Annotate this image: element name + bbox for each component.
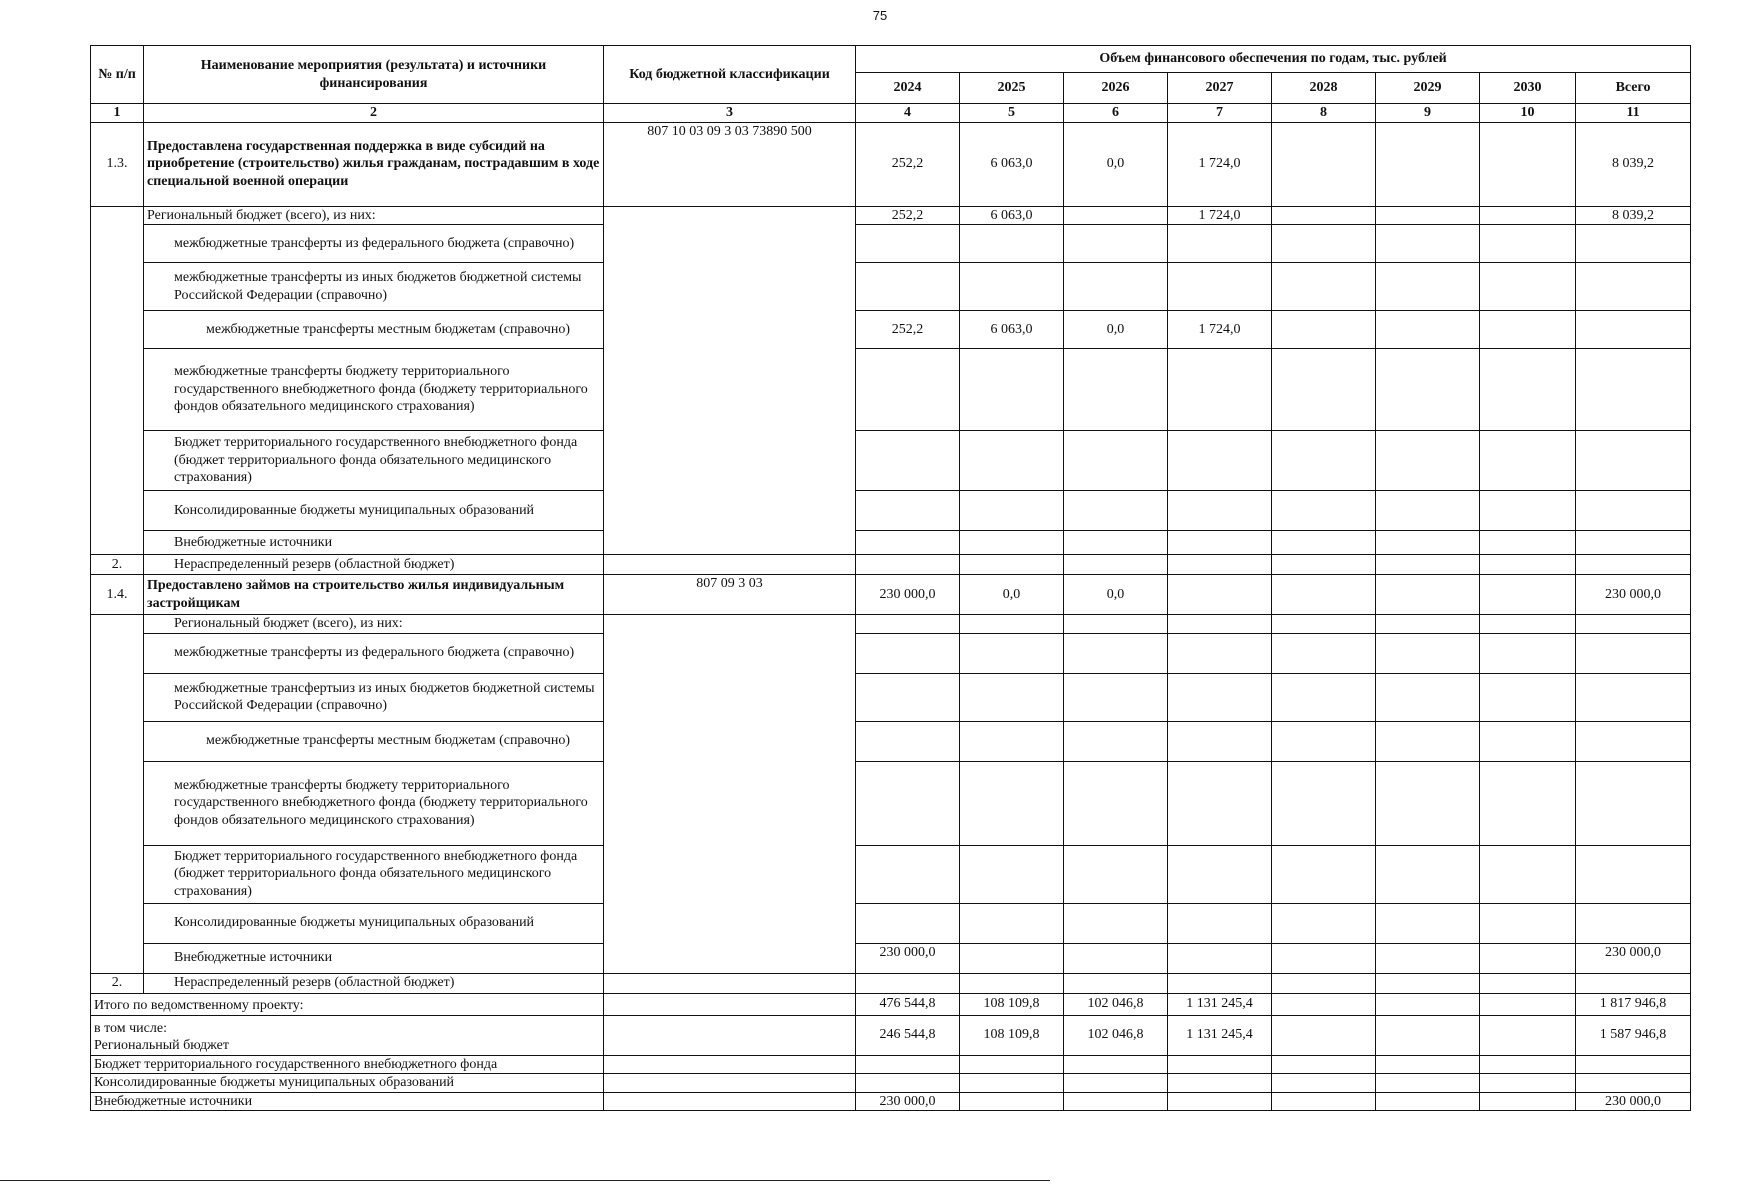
value-cell xyxy=(856,1055,960,1074)
funding-source: межбюджетные трансфертыиз из иных бюджетов бюджетной системы Российской Федерации (справочно) xyxy=(144,673,604,721)
table-row xyxy=(91,491,1691,531)
table-row xyxy=(91,845,1691,903)
value-cell xyxy=(1480,903,1576,943)
value-cell xyxy=(960,225,1064,263)
value-cell xyxy=(1064,263,1168,311)
value-cell xyxy=(1272,206,1376,225)
header-code: Код бюджетной классификации xyxy=(604,46,856,104)
table-row xyxy=(91,973,1691,993)
value-cell xyxy=(960,491,1064,531)
value-cell xyxy=(960,1074,1064,1093)
funding-source: Бюджет территориального государственного внебюджетного фонда (бюджет территориального фонда обязательного медицинского страхования) xyxy=(144,845,604,903)
value-cell xyxy=(1576,225,1691,263)
value-cell xyxy=(1064,615,1168,634)
column-number: 8 xyxy=(1272,104,1376,123)
header-year: 2028 xyxy=(1272,73,1376,104)
value-cell xyxy=(1376,761,1480,845)
value-cell xyxy=(960,431,1064,491)
value-cell: 108 109,8 xyxy=(960,1015,1064,1055)
header-year: 2030 xyxy=(1480,73,1576,104)
value-cell xyxy=(1376,1055,1480,1074)
value-cell xyxy=(1376,122,1480,206)
value-cell xyxy=(1168,973,1272,993)
value-cell xyxy=(1168,721,1272,761)
value-cell xyxy=(1168,943,1272,973)
value-cell xyxy=(1576,633,1691,673)
value-cell: 252,2 xyxy=(856,311,960,349)
value-cell xyxy=(856,633,960,673)
value-cell xyxy=(1168,225,1272,263)
value-cell xyxy=(1376,973,1480,993)
value-cell xyxy=(960,903,1064,943)
value-cell xyxy=(1576,1074,1691,1093)
value-cell xyxy=(1376,349,1480,431)
bottom-rule xyxy=(0,1180,1050,1181)
funding-source: Бюджет территориального государственного внебюджетного фонда (бюджет территориального фонда обязательного медицинского страхования) xyxy=(144,431,604,491)
funding-source: Нераспределенный резерв (областной бюджет) xyxy=(144,973,604,993)
value-cell xyxy=(1272,225,1376,263)
budget-code xyxy=(604,1092,856,1111)
value-cell xyxy=(960,1055,1064,1074)
value-cell xyxy=(856,903,960,943)
value-cell: 246 544,8 xyxy=(856,1015,960,1055)
value-cell: 230 000,0 xyxy=(856,1092,960,1111)
value-cell xyxy=(1272,633,1376,673)
value-cell xyxy=(1272,491,1376,531)
value-cell: 230 000,0 xyxy=(1576,575,1691,615)
value-cell xyxy=(960,615,1064,634)
budget-code xyxy=(604,973,856,993)
value-cell xyxy=(1480,122,1576,206)
value-cell xyxy=(1576,845,1691,903)
value-cell xyxy=(1376,633,1480,673)
table-row xyxy=(91,575,1691,615)
value-cell xyxy=(1480,206,1576,225)
value-cell: 0,0 xyxy=(1064,122,1168,206)
column-number: 6 xyxy=(1064,104,1168,123)
value-cell xyxy=(960,263,1064,311)
value-cell xyxy=(1168,615,1272,634)
value-cell xyxy=(1376,263,1480,311)
funding-source: межбюджетные трансферты бюджету территориального государственного внебюджетного фонда (бюджету территориального фондов обязательного медицинского страхования) xyxy=(144,761,604,845)
value-cell xyxy=(1064,903,1168,943)
value-cell xyxy=(1480,633,1576,673)
value-cell xyxy=(1480,845,1576,903)
totals-label-line: Региональный бюджет xyxy=(94,1038,229,1053)
value-cell xyxy=(1064,555,1168,575)
value-cell xyxy=(1376,575,1480,615)
value-cell xyxy=(1480,993,1576,1015)
value-cell xyxy=(960,531,1064,555)
funding-source: Региональный бюджет (всего), из них: xyxy=(144,206,604,225)
value-cell xyxy=(1064,206,1168,225)
value-cell: 6 063,0 xyxy=(960,206,1064,225)
header-year: 2025 xyxy=(960,73,1064,104)
value-cell: 230 000,0 xyxy=(1576,943,1691,973)
row-number: 2. xyxy=(91,555,144,575)
totals-label: Внебюджетные источники xyxy=(91,1092,604,1111)
value-cell xyxy=(1272,973,1376,993)
value-cell xyxy=(856,555,960,575)
totals-label: Бюджет территориального государственного внебюджетного фонда xyxy=(91,1055,604,1074)
value-cell xyxy=(1064,721,1168,761)
financing-table xyxy=(90,45,1691,1111)
funding-source: межбюджетные трансферты из федерального бюджета (справочно) xyxy=(144,633,604,673)
value-cell xyxy=(1376,673,1480,721)
column-number: 9 xyxy=(1376,104,1480,123)
value-cell xyxy=(1064,633,1168,673)
value-cell: 1 724,0 xyxy=(1168,206,1272,225)
column-number: 2 xyxy=(144,104,604,123)
budget-code xyxy=(604,993,856,1015)
table-row xyxy=(91,263,1691,311)
value-cell xyxy=(1480,1055,1576,1074)
value-cell xyxy=(1480,349,1576,431)
value-cell xyxy=(1376,903,1480,943)
value-cell xyxy=(856,1074,960,1093)
header-num: № п/п xyxy=(91,46,144,104)
value-cell xyxy=(856,349,960,431)
value-cell xyxy=(1376,311,1480,349)
value-cell xyxy=(856,973,960,993)
value-cell xyxy=(1272,431,1376,491)
value-cell xyxy=(1272,1015,1376,1055)
value-cell xyxy=(1576,555,1691,575)
value-cell xyxy=(1480,1092,1576,1111)
value-cell: 8 039,2 xyxy=(1576,206,1691,225)
value-cell xyxy=(1576,531,1691,555)
funding-source: межбюджетные трансферты из иных бюджетов бюджетной системы Российской Федерации (справочно) xyxy=(144,263,604,311)
table-row xyxy=(91,903,1691,943)
value-cell xyxy=(1376,993,1480,1015)
value-cell xyxy=(856,721,960,761)
header-year: 2027 xyxy=(1168,73,1272,104)
value-cell xyxy=(1480,673,1576,721)
value-cell xyxy=(1064,1074,1168,1093)
value-cell xyxy=(856,491,960,531)
value-cell xyxy=(1064,973,1168,993)
value-cell xyxy=(1576,311,1691,349)
value-cell xyxy=(960,633,1064,673)
funding-source: Внебюджетные источники xyxy=(144,531,604,555)
value-cell: 252,2 xyxy=(856,122,960,206)
table-row xyxy=(91,206,1691,225)
value-cell xyxy=(1576,491,1691,531)
value-cell xyxy=(1272,903,1376,943)
value-cell xyxy=(1376,1074,1480,1093)
event-title: Предоставлена государственная поддержка в виде субсидий на приобретение (строительство) жилья гражданам, пострадавшим в ходе специальной военной операции xyxy=(144,122,604,206)
value-cell: 1 131 245,4 xyxy=(1168,1015,1272,1055)
value-cell: 252,2 xyxy=(856,206,960,225)
value-cell: 8 039,2 xyxy=(1576,122,1691,206)
value-cell xyxy=(1064,349,1168,431)
value-cell xyxy=(1576,761,1691,845)
budget-code xyxy=(604,1055,856,1074)
totals-row xyxy=(91,1074,1691,1093)
funding-source: Внебюджетные источники xyxy=(144,943,604,973)
funding-source: Консолидированные бюджеты муниципальных образований xyxy=(144,903,604,943)
table-row xyxy=(91,721,1691,761)
value-cell xyxy=(1576,903,1691,943)
value-cell xyxy=(1376,206,1480,225)
value-cell xyxy=(856,431,960,491)
value-cell xyxy=(1376,555,1480,575)
value-cell xyxy=(1480,615,1576,634)
funding-source: межбюджетные трансферты бюджету территориального государственного внебюджетного фонда (бюджету территориального фондов обязательного медицинского страхования) xyxy=(144,349,604,431)
table-row xyxy=(91,555,1691,575)
totals-label: Консолидированные бюджеты муниципальных образований xyxy=(91,1074,604,1093)
value-cell: 476 544,8 xyxy=(856,993,960,1015)
value-cell xyxy=(1168,633,1272,673)
funding-source: Консолидированные бюджеты муниципальных образований xyxy=(144,491,604,531)
value-cell: 1 724,0 xyxy=(1168,122,1272,206)
value-cell xyxy=(1480,943,1576,973)
funding-source: межбюджетные трансферты местным бюджетам (справочно) xyxy=(144,311,604,349)
value-cell xyxy=(1480,1015,1576,1055)
value-cell xyxy=(1272,1055,1376,1074)
value-cell xyxy=(1168,491,1272,531)
value-cell: 0,0 xyxy=(1064,311,1168,349)
value-cell xyxy=(1064,943,1168,973)
value-cell xyxy=(1272,555,1376,575)
value-cell xyxy=(1480,263,1576,311)
value-cell xyxy=(1480,555,1576,575)
value-cell: 108 109,8 xyxy=(960,993,1064,1015)
row-number xyxy=(91,206,144,555)
value-cell xyxy=(1376,845,1480,903)
value-cell xyxy=(1272,721,1376,761)
value-cell xyxy=(1376,491,1480,531)
value-cell xyxy=(1272,122,1376,206)
value-cell xyxy=(1272,615,1376,634)
table-row xyxy=(91,431,1691,491)
value-cell xyxy=(960,761,1064,845)
value-cell xyxy=(1272,845,1376,903)
value-cell xyxy=(1272,943,1376,973)
value-cell xyxy=(1576,673,1691,721)
value-cell xyxy=(1376,1015,1480,1055)
value-cell xyxy=(1064,531,1168,555)
value-cell xyxy=(1480,761,1576,845)
value-cell xyxy=(1168,263,1272,311)
value-cell xyxy=(1576,431,1691,491)
column-number: 10 xyxy=(1480,104,1576,123)
value-cell xyxy=(1064,225,1168,263)
value-cell xyxy=(856,761,960,845)
value-cell: 1 817 946,8 xyxy=(1576,993,1691,1015)
header-year: 2029 xyxy=(1376,73,1480,104)
row-number xyxy=(91,615,144,974)
value-cell xyxy=(856,845,960,903)
totals-row xyxy=(91,993,1691,1015)
row-number: 1.4. xyxy=(91,575,144,615)
header-volume: Объем финансового обеспечения по годам, тыс. рублей xyxy=(856,46,1691,73)
value-cell xyxy=(1376,1092,1480,1111)
value-cell xyxy=(960,1092,1064,1111)
value-cell xyxy=(1272,531,1376,555)
column-number: 11 xyxy=(1576,104,1691,123)
column-number: 3 xyxy=(604,104,856,123)
value-cell xyxy=(1480,1074,1576,1093)
table-row xyxy=(91,311,1691,349)
table-row xyxy=(91,225,1691,263)
row-number: 1.3. xyxy=(91,122,144,206)
value-cell xyxy=(960,845,1064,903)
table-row xyxy=(91,615,1691,634)
value-cell xyxy=(1376,721,1480,761)
value-cell xyxy=(1576,263,1691,311)
value-cell xyxy=(1480,531,1576,555)
table-row xyxy=(91,673,1691,721)
table-row xyxy=(91,122,1691,206)
value-cell xyxy=(856,615,960,634)
value-cell xyxy=(960,943,1064,973)
budget-code: 807 10 03 09 3 03 73890 500 xyxy=(604,122,856,206)
column-number: 1 xyxy=(91,104,144,123)
value-cell xyxy=(1272,761,1376,845)
value-cell xyxy=(1064,431,1168,491)
budget-code: 807 09 3 03 xyxy=(604,575,856,615)
value-cell xyxy=(960,973,1064,993)
value-cell xyxy=(1064,673,1168,721)
page-number: 75 xyxy=(872,8,888,23)
value-cell xyxy=(1376,431,1480,491)
value-cell: 230 000,0 xyxy=(856,943,960,973)
value-cell xyxy=(1168,349,1272,431)
value-cell xyxy=(1480,973,1576,993)
value-cell xyxy=(856,263,960,311)
value-cell xyxy=(1376,225,1480,263)
value-cell: 1 131 245,4 xyxy=(1168,993,1272,1015)
value-cell: 0,0 xyxy=(960,575,1064,615)
table-row xyxy=(91,349,1691,431)
value-cell: 6 063,0 xyxy=(960,122,1064,206)
value-cell: 102 046,8 xyxy=(1064,993,1168,1015)
funding-source: межбюджетные трансферты местным бюджетам (справочно) xyxy=(144,721,604,761)
value-cell xyxy=(1168,575,1272,615)
value-cell: 230 000,0 xyxy=(1576,1092,1691,1111)
budget-code xyxy=(604,1015,856,1055)
column-number: 4 xyxy=(856,104,960,123)
value-cell xyxy=(1064,1055,1168,1074)
value-cell xyxy=(1576,1055,1691,1074)
value-cell xyxy=(1168,761,1272,845)
value-cell xyxy=(1480,491,1576,531)
value-cell xyxy=(1376,531,1480,555)
value-cell xyxy=(856,673,960,721)
value-cell xyxy=(1376,943,1480,973)
value-cell xyxy=(1064,491,1168,531)
value-cell xyxy=(1272,349,1376,431)
totals-row xyxy=(91,1055,1691,1074)
value-cell xyxy=(856,225,960,263)
totals-label: Итого по ведомственному проекту: xyxy=(91,993,604,1015)
table-row xyxy=(91,761,1691,845)
value-cell xyxy=(856,531,960,555)
value-cell xyxy=(1168,431,1272,491)
value-cell xyxy=(1168,1074,1272,1093)
value-cell: 0,0 xyxy=(1064,575,1168,615)
value-cell xyxy=(1168,903,1272,943)
value-cell: 230 000,0 xyxy=(856,575,960,615)
value-cell xyxy=(1272,311,1376,349)
budget-code xyxy=(604,1074,856,1093)
table-row xyxy=(91,531,1691,555)
value-cell xyxy=(1576,973,1691,993)
value-cell xyxy=(1480,431,1576,491)
table-row xyxy=(91,633,1691,673)
value-cell xyxy=(1272,1074,1376,1093)
value-cell xyxy=(1576,721,1691,761)
totals-row xyxy=(91,1015,1691,1055)
value-cell xyxy=(1272,263,1376,311)
budget-code xyxy=(604,615,856,974)
value-cell xyxy=(1480,721,1576,761)
column-number: 7 xyxy=(1168,104,1272,123)
value-cell: 102 046,8 xyxy=(1064,1015,1168,1055)
value-cell xyxy=(1272,993,1376,1015)
budget-code xyxy=(604,555,856,575)
value-cell xyxy=(960,349,1064,431)
header-name: Наименование мероприятия (результата) и источники финансирования xyxy=(144,46,604,104)
totals-row xyxy=(91,1092,1691,1111)
event-title: Предоставлено займов на строительство жилья индивидуальным застройщикам xyxy=(144,575,604,615)
funding-source: межбюджетные трансферты из федерального бюджета (справочно) xyxy=(144,225,604,263)
value-cell xyxy=(1480,311,1576,349)
value-cell xyxy=(1064,845,1168,903)
value-cell xyxy=(1168,531,1272,555)
header-year: 2024 xyxy=(856,73,960,104)
column-number: 5 xyxy=(960,104,1064,123)
value-cell xyxy=(1376,615,1480,634)
value-cell: 1 587 946,8 xyxy=(1576,1015,1691,1055)
header-year: Всего xyxy=(1576,73,1691,104)
value-cell xyxy=(1168,555,1272,575)
value-cell xyxy=(1272,673,1376,721)
value-cell xyxy=(960,555,1064,575)
funding-source: Региональный бюджет (всего), из них: xyxy=(144,615,604,634)
budget-code xyxy=(604,206,856,555)
value-cell xyxy=(1064,761,1168,845)
value-cell xyxy=(1272,575,1376,615)
value-cell xyxy=(1168,845,1272,903)
value-cell: 6 063,0 xyxy=(960,311,1064,349)
totals-label xyxy=(91,1015,604,1055)
value-cell xyxy=(1064,1092,1168,1111)
value-cell xyxy=(1168,673,1272,721)
header-year: 2026 xyxy=(1064,73,1168,104)
value-cell xyxy=(1576,615,1691,634)
row-number: 2. xyxy=(91,973,144,993)
value-cell xyxy=(1576,349,1691,431)
value-cell xyxy=(960,673,1064,721)
value-cell xyxy=(1480,575,1576,615)
value-cell xyxy=(1168,1092,1272,1111)
funding-source: Нераспределенный резерв (областной бюджет) xyxy=(144,555,604,575)
value-cell xyxy=(1272,1092,1376,1111)
value-cell xyxy=(1168,1055,1272,1074)
value-cell: 1 724,0 xyxy=(1168,311,1272,349)
value-cell xyxy=(960,721,1064,761)
table-row xyxy=(91,943,1691,973)
totals-label-line: в том числе: xyxy=(94,1020,167,1036)
value-cell xyxy=(1480,225,1576,263)
